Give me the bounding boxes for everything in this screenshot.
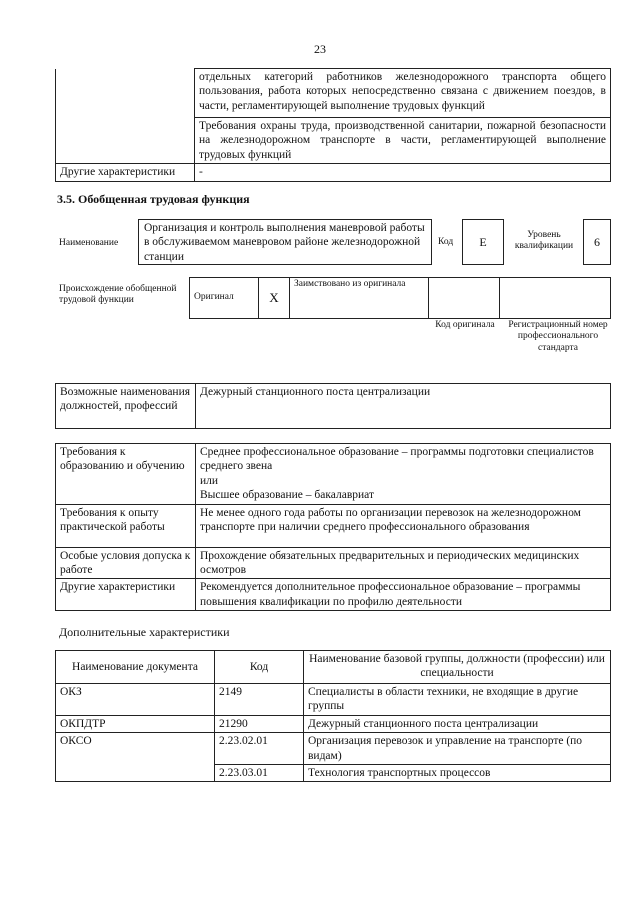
positions-table	[55, 383, 611, 429]
req-education-line1: Среднее профессиональное образование – программы подготовки специалистов среднего звена	[200, 446, 594, 473]
req-education-line3: Высшее образование – бакалавриат	[200, 489, 374, 502]
top-table-empty-cell	[56, 69, 195, 164]
origin-label: Происхождение обобщенной трудовой функции	[59, 284, 177, 306]
level-label: Уровень квалификации	[514, 230, 574, 252]
req-label-special: Особые условия допуска к работе	[56, 547, 196, 579]
positions-label: Возможные наименования должностей, профессий	[56, 384, 196, 429]
req-label-education: Требования к образованию и обучению	[56, 444, 196, 505]
origin-reg-cell	[500, 278, 611, 319]
add-header-code: Код	[215, 651, 304, 684]
origin-table	[189, 277, 611, 319]
top-table	[55, 68, 611, 182]
req-value-other: Рекомендуется дополнительное профессиональное образование – программы повышения квалификации по профилю деятельности	[196, 579, 611, 611]
req-education-line2: или	[200, 474, 219, 487]
add-row2-doc: ОКСО	[56, 733, 215, 782]
add-row1-doc: ОКПДТР	[56, 715, 215, 732]
top-table-row1: отдельных категорий работников железнодорожного транспорта общего пользования, работа которых непосредственно связана с движением поездов, в части, регламентирующей выполнение трудовых функций	[195, 69, 611, 118]
add-row3-name: Технология транспортных процессов	[304, 764, 611, 781]
req-value-experience: Не менее одного года работы по организации перевозок на железнодорожном транспорте при наличии среднего профессионального образования	[196, 504, 611, 547]
add-header-name: Наименование базовой группы, должности (профессии) или специальности	[304, 651, 611, 684]
add-row1-name: Дежурный станционного поста централизации	[304, 715, 611, 732]
requirements-table	[55, 443, 611, 611]
top-table-row3-label: Другие характеристики	[56, 164, 195, 181]
code-value: E	[462, 219, 504, 265]
add-row0-code: 2149	[215, 684, 304, 716]
additional-table	[55, 650, 611, 782]
req-value-education	[196, 444, 611, 505]
name-value: Организация и контроль выполнения маневровой работы в обслуживаемом маневровом районе железнодорожной станции	[144, 222, 425, 263]
top-table-row2: Требования охраны труда, производственной санитарии, пожарной безопасности на железнодорожном транспорте в части, регламентирующей выполнение трудовых функций	[195, 118, 611, 164]
code-caption: Код оригинала	[435, 320, 495, 330]
table-row	[56, 733, 611, 765]
add-row1-code: 21290	[215, 715, 304, 732]
origin-code-cell	[429, 278, 500, 319]
req-value-special: Прохождение обязательных предварительных и периодических медицинских осмотров	[196, 547, 611, 579]
add-row3-code: 2.23.03.01	[215, 764, 304, 781]
section-title: 3.5. Обобщенная трудовая функция	[57, 192, 250, 206]
level-value: 6	[583, 219, 611, 265]
add-row2-code: 2.23.02.01	[215, 733, 304, 765]
original-mark: X	[259, 278, 290, 319]
add-row2-name: Организация перевозок и управление на транспорте (по видам)	[304, 733, 611, 765]
original-label: Оригинал	[190, 278, 259, 319]
table-row	[56, 684, 611, 716]
additional-title: Дополнительные характеристики	[59, 625, 230, 639]
top-table-row3-value: -	[195, 164, 611, 181]
borrowed-label: Заимствовано из оригинала	[290, 278, 429, 319]
table-row	[56, 715, 611, 732]
code-label: Код	[438, 237, 454, 247]
page-number: 23	[314, 42, 326, 56]
name-label: Наименование	[59, 238, 119, 248]
reg-caption: Регистрационный номер профессионального стандарта	[508, 320, 608, 353]
req-label-other: Другие характеристики	[56, 579, 196, 611]
req-label-experience: Требования к опыту практической работы	[56, 504, 196, 547]
add-row0-name: Специалисты в области техники, не входящие в другие группы	[304, 684, 611, 716]
name-value-box	[138, 219, 432, 265]
positions-value: Дежурный станционного поста централизации	[196, 384, 611, 429]
add-header-doc: Наименование документа	[56, 651, 215, 684]
add-row0-doc: ОКЗ	[56, 684, 215, 716]
